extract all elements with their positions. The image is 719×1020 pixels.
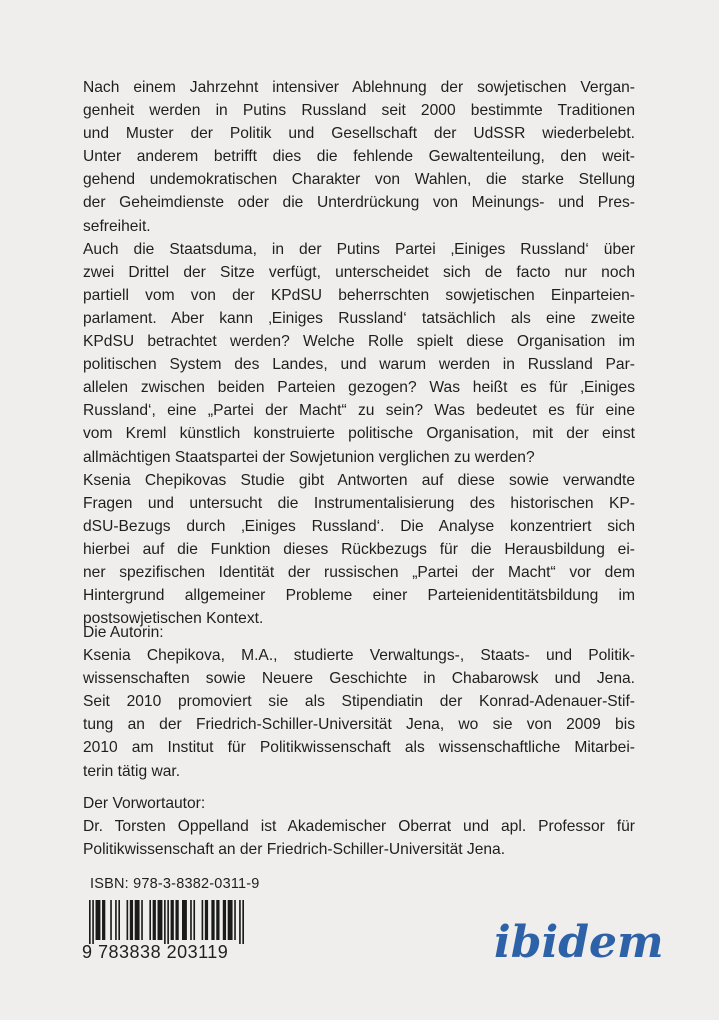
- barcode-bar: [216, 900, 219, 940]
- author-heading: Die Autorin:: [83, 624, 164, 641]
- main-line: Ksenia Chepikovas Studie gibt Antworten auf diese sowie verwandte: [83, 471, 635, 489]
- barcode-digits: 9 783838 203119: [82, 942, 229, 962]
- publisher-logo: ibidem: [494, 917, 664, 968]
- barcode-bar: [228, 900, 233, 940]
- author-line: wissenschaften sowie Neuere Geschichte in Chabarowsk und Jena.: [83, 670, 635, 688]
- main-line: politischen System des Landes, und warum werden in Russland Par-: [83, 356, 635, 374]
- barcode-bar: [153, 900, 156, 940]
- main-line: allelen zwischen beiden Parteien gezogen? Was heißt es für ‚Einiges: [83, 379, 635, 397]
- barcode-bar: [96, 900, 101, 940]
- main-line: der Geheimdienste oder die Unterdrückung von Meinungs- und Pres-: [83, 194, 635, 212]
- barcode-bar: [118, 900, 120, 940]
- barcode-bar: [158, 900, 163, 940]
- blurb-text: [83, 76, 635, 630]
- main-line: Fragen und untersucht die Instrumentalisierung des historischen KP-: [83, 494, 635, 512]
- author-line: Ksenia Chepikova, M.A., studierte Verwaltungs-, Staats- und Politik-: [83, 647, 635, 665]
- main-line: partiell vom von der KPdSU beherrschten sowjetischen Einparteien-: [83, 286, 635, 304]
- main-line: hierbei auf die Funktion dieses Rückbezugs für die Herausbildung ei-: [83, 540, 635, 558]
- main-line: und Muster der Politik und Gesellschaft der UdSSR wiederbelebt.: [83, 125, 635, 143]
- foreword-bio: [83, 815, 635, 861]
- barcode-bar: [141, 900, 143, 940]
- barcode-bar: [193, 900, 195, 940]
- barcode-bar: [92, 900, 94, 944]
- main-line: ner spezifischen Identität der russischen „Partei der Macht“ vor dem: [83, 563, 635, 581]
- barcode-bar: [205, 900, 208, 940]
- barcode-bar: [175, 900, 178, 940]
- main-line: Unter anderem betrifft dies die fehlende Gewaltenteilung, den weit-: [83, 148, 635, 166]
- barcode-bar: [110, 900, 112, 940]
- barcode-bar: [211, 900, 214, 940]
- main-line: parlament. Aber kann ‚Einiges Russland‘ tatsächlich als eine zweite: [83, 309, 635, 327]
- barcode-bar: [135, 900, 140, 940]
- foreword-line: Dr. Torsten Oppelland ist Akademischer Oberrat und apl. Professor für: [83, 818, 635, 836]
- author-line: terin tätig war.: [83, 762, 181, 780]
- isbn-label: ISBN: 978-3-8382-0311-9: [90, 876, 260, 892]
- barcode-bar: [115, 900, 117, 940]
- author-line: tung an der Friedrich-Schiller-Universität Jena, wo sie von 2009 bis: [83, 716, 635, 734]
- foreword-line: Politikwissenschaft an der Friedrich-Schiller-Universität Jena.: [83, 841, 506, 859]
- barcode-bar: [234, 900, 236, 940]
- author-section: [83, 621, 635, 783]
- main-line: dSU-Bezugs durch ‚Einiges Russland‘. Die Analyse konzentriert sich: [83, 517, 635, 535]
- author-line: Seit 2010 promoviert sie als Stipendiatin der Konrad-Adenauer-Stif-: [83, 693, 635, 711]
- barcode-bar: [239, 900, 241, 944]
- barcode-bar: [171, 900, 174, 940]
- barcode-bar: [130, 900, 133, 940]
- main-line: postsowjetischen Kontext.: [83, 610, 264, 628]
- main-line: Russland‘, eine „Partei der Macht“ zu sein? Was bedeutet es für eine: [83, 402, 635, 420]
- main-line: Hintergrund allgemeiner Probleme einer Parteienidentitätsbildung im: [83, 587, 635, 605]
- main-line: Nach einem Jahrzehnt intensiver Ablehnung der sowjetischen Vergan-: [83, 79, 635, 96]
- author-bio: [83, 644, 635, 783]
- barcode-bar: [102, 900, 105, 940]
- main-line: vom Kreml künstlich konstruierte politische Organisation, mit der einst: [83, 425, 635, 443]
- foreword-section: [83, 792, 635, 861]
- barcode-bar: [190, 900, 192, 940]
- isbn-barcode: [82, 876, 260, 976]
- main-line: sefreiheit.: [83, 217, 151, 235]
- main-line: KPdSU betrachtet werden? Welche Rolle spielt diese Organisation im: [83, 333, 635, 351]
- main-line: gehend undemokratischen Charakter von Wahlen, die starke Stellung: [83, 171, 635, 189]
- barcode-bar: [202, 900, 204, 940]
- barcode-bar: [164, 900, 166, 944]
- barcode-bar: [167, 900, 169, 944]
- barcode-bars: [89, 900, 244, 944]
- barcode-bar: [182, 900, 187, 940]
- main-line: genheit werden in Putins Russland seit 2000 bestimmte Traditionen: [83, 102, 635, 120]
- barcode-bar: [149, 900, 151, 940]
- main-line: zwei Drittel der Sitze verfügt, unterscheidet sich de facto nur noch: [83, 263, 635, 281]
- barcode-bar: [127, 900, 129, 940]
- barcode-bar: [89, 900, 91, 944]
- main-line: allmächtigen Staatspartei der Sowjetunion verglichen zu werden?: [83, 448, 535, 466]
- barcode-bar: [242, 900, 244, 944]
- main-line: Auch die Staatsduma, in der Putins Partei ‚Einiges Russland‘ über: [83, 240, 635, 258]
- foreword-heading: Der Vorwortautor:: [83, 795, 206, 812]
- barcode-bar: [223, 900, 226, 940]
- author-line: 2010 am Institut für Politikwissenschaft als wissenschaftliche Mitarbei-: [83, 739, 635, 757]
